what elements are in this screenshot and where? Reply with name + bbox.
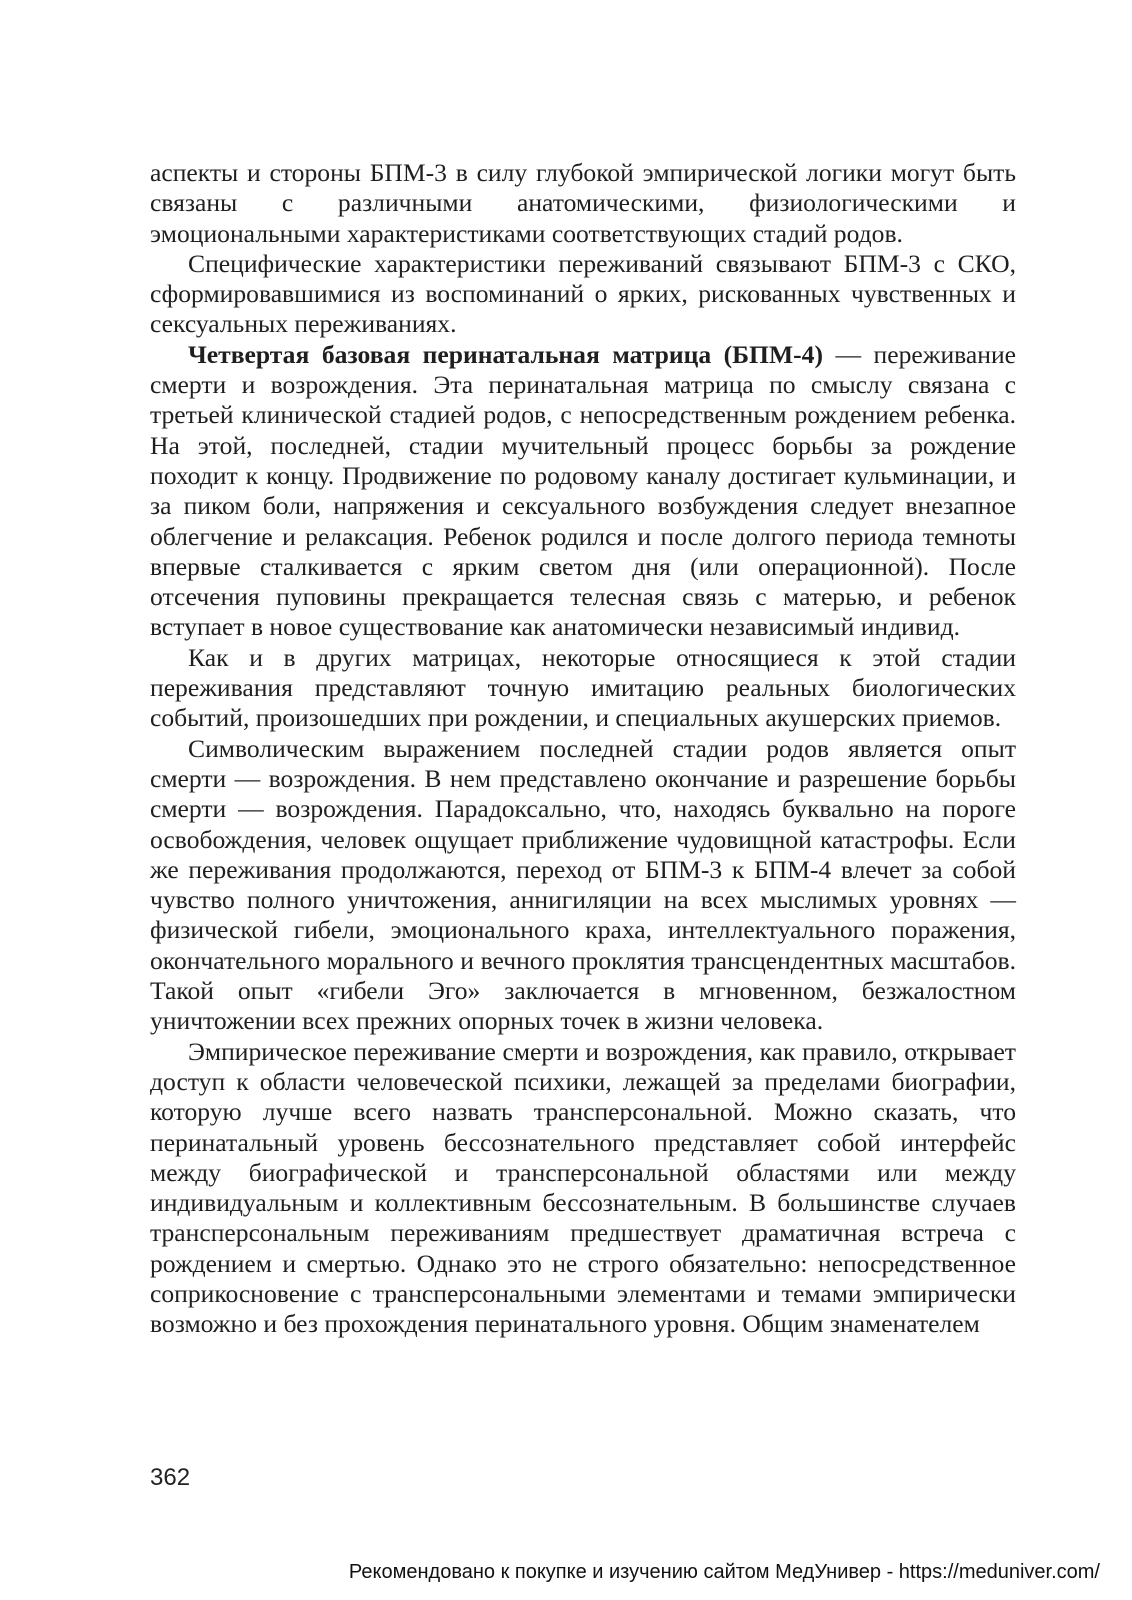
body-text [150,158,1016,1340]
paragraph-continuation [150,158,1016,249]
paragraph-text: Эмпирическое переживание смерти и возрождения, как правило, открывает доступ к области человеческой психики, лежащей за пределами биографии, которую лучше всего назвать трансперсональной. Можно сказать, что перинатальный уровень бессознательного представляет собой интерфейс между биографической и трансперсональной областями или между индивидуальным и коллективным бессознательным. В большинстве случаев трансперсональным переживаниям предшествует драматичная встреча с рождением и смертью. Однако это не строго обязательно: непосредственное соприкосновение с трансперсональными элементами и темами эмпирически возможно и без прохождения перинатального уровня. Общим знаменателем [150,1036,1016,1339]
paragraph-bpm4-definition [150,340,1016,643]
paragraph-symbolic-expression [150,734,1016,1037]
paragraph-text: Как и в других матрицах, некоторые относящиеся к этой стадии переживания представляют точную имитацию реальных биологических событий, произошедших при рождении, и специальных акушерских приемов. [150,642,1016,733]
paragraph-transpersonal [150,1037,1016,1340]
paragraph-text: Символическим выражением последней стадии родов является опыт смерти — возрождения. В нем представлено окончание и разрешение борьбы смерти — возрождения. Парадоксально, что, находясь буквально на пороге освобождения, человек ощущает приближение чудовищной катастрофы. Если же переживания продолжаются, переход от БПМ-3 к БПМ-4 влечет за собой чувство полного уничтожения, аннигиляции на всех мыслимых уровнях — физической гибели, эмоционального краха, интеллектуального поражения, окончательного морального и вечного проклятия трансцендентных масштабов. Такой опыт «гибели Эго» заключается в мгновенном, безжалостном уничтожении всех прежних опорных точек в жизни человека. [150,733,1016,1036]
paragraph-text: — переживание смерти и возрождения. Эта перинатальная матрица по смыслу связана с третьей клинической стадией родов, с непосредственным рождением ребенка. На этой, последней, стадии мучительный процесс борьбы за рождение походит к концу. Продвижение по родовому каналу достигает кульминации, и за пиком боли, напряжения и сексуального возбуждения следует внезапное облегчение и релаксация. Ребенок родился и после долгого периода темноты впервые сталкивается с ярким светом дня (или операционной). После отсечения пуповины прекращается телесная связь с матерью, и ребенок вступает в новое существование как анатомически независимый индивид. [150,339,1017,642]
paragraph-other-matrices [150,643,1016,734]
paragraph-text: аспекты и стороны БПМ-3 в силу глубокой эмпирической логики могут быть связаны с различными анатомическими, физиологическими и эмоциональными характеристиками соответствующих стадий родов. [150,158,1016,248]
paragraph-text: Специфические характеристики переживаний связывают БПМ-3 с СКО, сформировавшимися из воспоминаний о ярких, рискованных чувственных и сексуальных переживаниях. [150,248,1016,339]
paragraph-skoh-link [150,249,1016,340]
page-number: 362 [150,1464,191,1491]
bold-term: Четвертая базовая перинатальная матрица (БПМ-4) [188,339,823,369]
footer-recommendation: Рекомендовано к покупке и изучению сайтом МедУнивер - https://meduniver.com/ [348,1561,1100,1583]
